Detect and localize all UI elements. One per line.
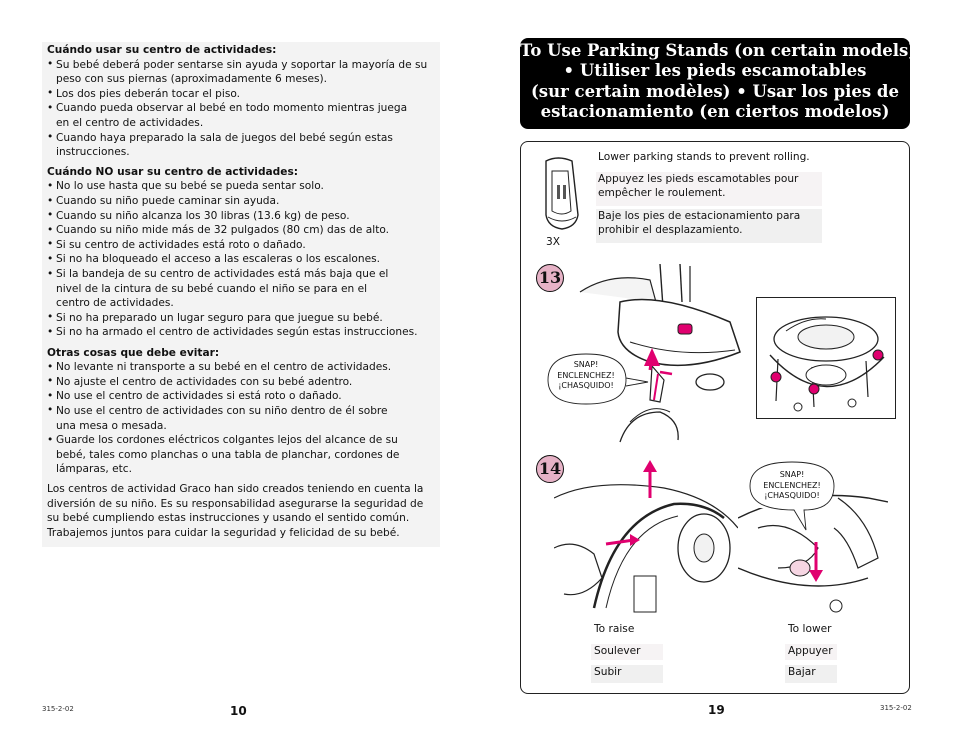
- bullet-marker: •: [47, 325, 54, 338]
- bullet-marker: •: [47, 238, 54, 251]
- bullet-marker: •: [47, 194, 54, 207]
- list-item-line: Su bebé deberá poder sentarse sin ayuda y soportar la mayoría de su: [56, 58, 428, 71]
- bullet-marker: •: [47, 101, 54, 114]
- instruction-es-line-1: Baje los pies de estacionamiento para: [598, 210, 801, 222]
- bullet-marker: •: [47, 87, 54, 100]
- closing-paragraph-line: diversión de su niño. Es su responsabilidad asegurarse la seguridad de: [47, 497, 424, 510]
- bullet-marker: •: [47, 389, 54, 402]
- list-item-line: Los dos pies deberán tocar el piso.: [56, 87, 241, 100]
- list-item-line: No ajuste el centro de actividades con su bebé adentro.: [56, 375, 353, 388]
- list-item-line: Cuando pueda observar al bebé en todo momento mientras juega: [56, 102, 408, 115]
- list-item-line: Cuando su niño alcanza los 30 libras (13.6 kg) de peso.: [56, 209, 350, 222]
- bullet-marker: •: [47, 360, 54, 373]
- bullet-marker: •: [47, 433, 54, 446]
- title-line-1: To Use Parking Stands (on certain models): [520, 41, 917, 60]
- list-item-line: Cuando su niño mide más de 32 pulgados (80 cm) das de alto.: [56, 224, 390, 237]
- raise-label-fr: Soulever: [594, 645, 641, 657]
- list-item-line: Cuando haya preparado la sala de juegos del bebé según estas: [56, 131, 393, 144]
- list-item-line: No use el centro de actividades si está roto o dañado.: [56, 390, 342, 403]
- list-item-line: Guarde los cordones eléctricos colgantes lejos del alcance de su: [56, 434, 398, 447]
- bullet-marker: •: [47, 267, 54, 280]
- bullet-marker: •: [47, 375, 54, 388]
- raise-label-en: To raise: [594, 623, 635, 635]
- bullet-marker: •: [47, 223, 54, 236]
- snap-bubble-left-outline: [540, 352, 650, 408]
- list-item-line: bebé, tales como planchas o una tabla de planchar, cordones de: [56, 448, 400, 461]
- list-item-line: instrucciones.: [56, 146, 130, 159]
- instruction-fr-line-2: empêcher le roulement.: [598, 187, 726, 199]
- title-line-4: estacionamiento (en ciertos modelos): [540, 102, 890, 122]
- list-item-line: una mesa o mesada.: [56, 419, 167, 432]
- section-title: [520, 38, 917, 129]
- instruction-es-line-2: prohibir el desplazamiento.: [598, 224, 743, 236]
- bullet-marker: •: [47, 311, 54, 324]
- list-item-line: No lo use hasta que su bebé se pueda sentar solo.: [56, 180, 324, 193]
- lower-label-es: Bajar: [788, 666, 816, 678]
- list-item-line: Si no ha preparado un lugar seguro para que juegue su bebé.: [56, 311, 383, 324]
- bullet-marker: •: [47, 209, 54, 222]
- snap-callout-right-fr: ENCLENCHEZ!: [763, 480, 821, 490]
- page-number-right: 19: [708, 703, 725, 717]
- list-item-line: en el centro de actividades.: [56, 117, 204, 129]
- list-item-line: Si no ha bloqueado el acceso a las escaleras o los escalones.: [56, 253, 380, 266]
- closing-paragraph-line: su bebé cumpliendo estas instrucciones y usando el sentido común.: [47, 512, 410, 525]
- list-item-line: centro de actividades.: [56, 297, 174, 310]
- step-14-raise-illustration: [554, 458, 738, 614]
- list-item-line: Si su centro de actividades está roto o dañado.: [56, 238, 306, 251]
- bullet-marker: •: [47, 58, 54, 71]
- quantity-label: 3X: [546, 236, 560, 248]
- list-item-line: lámparas, etc.: [56, 463, 132, 476]
- bullet-marker: •: [47, 179, 54, 192]
- instruction-fr-line-1: Appuyez les pieds escamotables pour: [598, 173, 799, 185]
- title-line-2: • Utiliser les pieds escamotables: [563, 61, 867, 81]
- snap-callout-right-en: SNAP!: [779, 470, 805, 479]
- parking-stand-part-icon: [538, 155, 584, 235]
- list-item-line: Si no ha armado el centro de actividades según estas instrucciones.: [56, 326, 418, 339]
- list-item-line: Cuando su niño puede caminar sin ayuda.: [56, 195, 280, 207]
- list-item-line: nivel de la cintura de su bebé cuando el niño se para en el: [56, 282, 368, 295]
- list-item-line: peso con sus piernas (aproximadamente 6 meses).: [56, 73, 328, 86]
- snap-callout-right-es: ¡CHASQUIDO!: [764, 491, 820, 500]
- snap-callout-left-en: SNAP!: [573, 360, 599, 369]
- bullet-marker: •: [47, 404, 54, 417]
- instruction-en: Lower parking stands to prevent rolling.: [598, 151, 810, 163]
- step-13-badge: 13: [536, 264, 564, 292]
- list-item-line: Si la bandeja de su centro de actividades está más baja que el: [56, 268, 389, 280]
- document-code-left: 315-2-02: [42, 705, 74, 713]
- section-heading: Otras cosas que debe evitar:: [47, 346, 220, 359]
- title-line-3: (sur certain modèles) • Usar los pies de: [531, 81, 899, 101]
- closing-paragraph-line: Trabajemos juntos para cuidar la seguridad y felicidad de su bebé.: [47, 526, 400, 539]
- lower-label-en: To lower: [788, 623, 832, 635]
- snap-callout-left-fr: ENCLENCHEZ!: [557, 370, 615, 380]
- closing-paragraph-line: Los centros de actividad Graco han sido creados teniendo en cuenta la: [47, 483, 424, 495]
- walker-overview-illustration: [756, 297, 896, 419]
- bullet-marker: •: [47, 131, 54, 144]
- document-code-right: 315-2-02: [880, 704, 912, 712]
- snap-bubble-right-outline: [744, 460, 840, 532]
- bullet-marker: •: [47, 252, 54, 265]
- raise-label-es: Subir: [594, 666, 622, 678]
- step-14-badge: 14: [536, 455, 564, 483]
- lower-label-fr: Appuyer: [788, 645, 833, 657]
- list-item-line: No use el centro de actividades con su niño dentro de él sobre: [56, 404, 388, 417]
- section-heading: Cuándo NO usar su centro de actividades:: [47, 165, 298, 178]
- section-heading: Cuándo usar su centro de actividades:: [47, 44, 277, 56]
- list-item-line: No levante ni transporte a su bebé en el centro de actividades.: [56, 361, 392, 374]
- snap-callout-left-es: ¡CHASQUIDO!: [558, 381, 614, 390]
- page-number-left: 10: [230, 704, 247, 718]
